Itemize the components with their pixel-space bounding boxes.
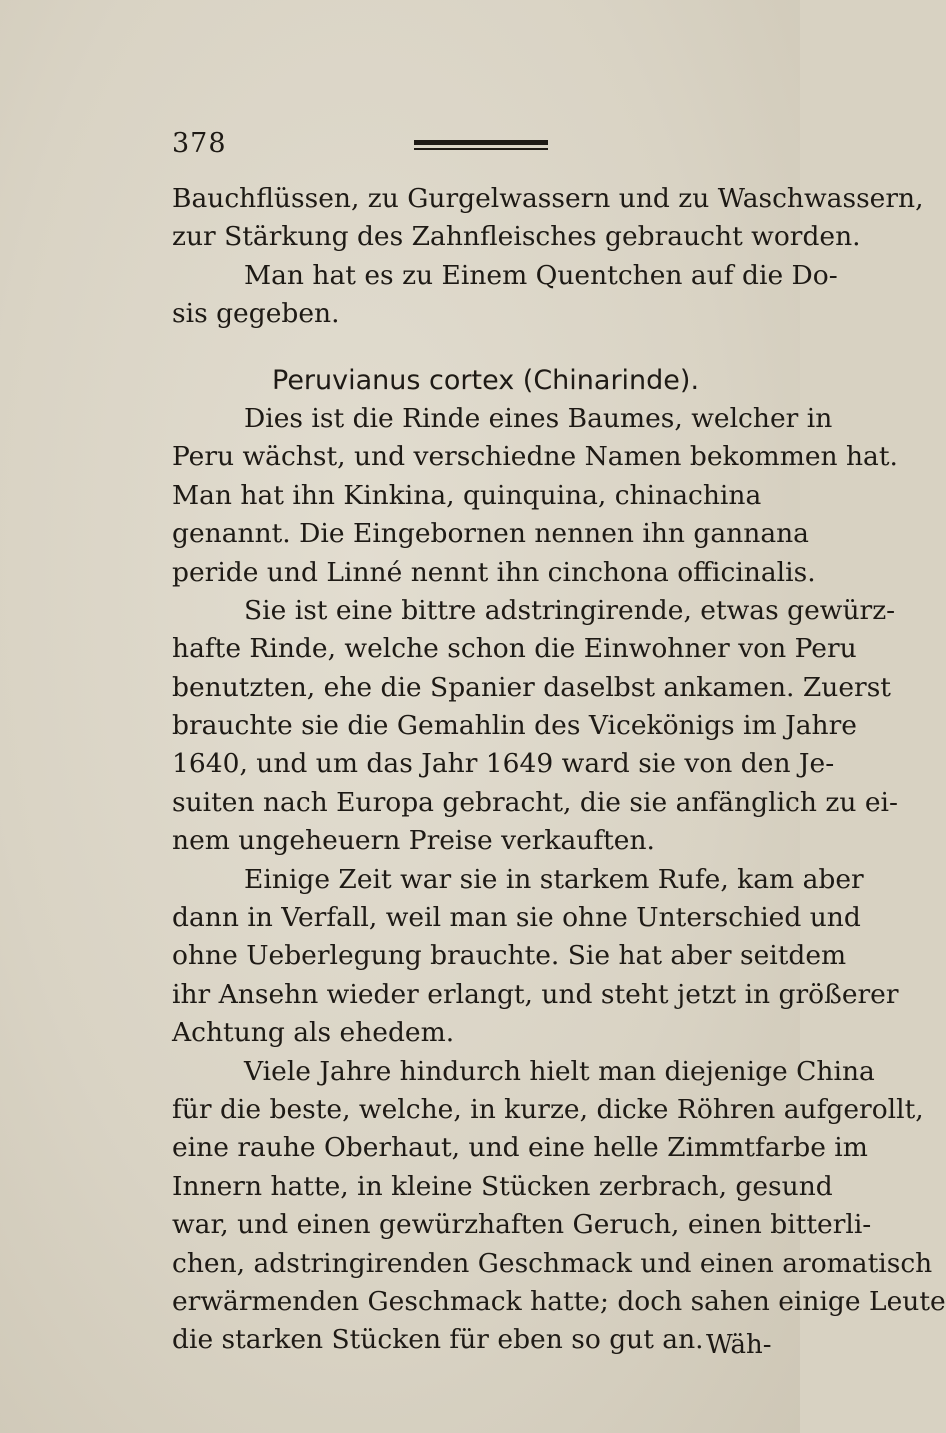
text-line: genannt. Die Eingebornen nennen ihn gannana	[172, 518, 809, 550]
text-line: eine rauhe Oberhaut, und eine helle Zimmtfarbe im	[172, 1132, 868, 1164]
text-line: suiten nach Europa gebracht, die sie anfänglich zu ei-	[172, 786, 898, 818]
text-line: Man hat ihn Kinkina, quinquina, chinachina	[172, 479, 762, 511]
catchword: Wäh-	[706, 1330, 772, 1360]
text-line: ihr Ansehn wieder erlangt, und steht jetzt in größerer	[172, 978, 899, 1010]
text-line: chen, adstringirenden Geschmack und einen aromatisch	[172, 1247, 933, 1279]
text-line: Bauchflüssen, zu Gurgelwassern und zu Waschwassern,	[172, 183, 924, 214]
text-line: benutzten, ehe die Spanier daselbst ankamen. Zuerst	[172, 671, 891, 703]
page-header	[172, 128, 772, 168]
text-line: für die beste, welche, in kurze, dicke Röhren aufgerollt,	[172, 1093, 924, 1125]
text-line: Einige Zeit war sie in starkem Rufe, kam aber	[244, 863, 864, 895]
body-text	[172, 180, 946, 1360]
text-line: 1640, und um das Jahr 1649 ward sie von den Je-	[172, 748, 835, 780]
text-line: brauchte sie die Gemahlin des Vicekönigs im Jahre	[172, 710, 857, 742]
header-rule-thin	[414, 148, 548, 150]
text-line: Innern hatte, in kleine Stücken zerbrach, gesund	[172, 1170, 833, 1202]
header-rule-thick	[414, 140, 548, 145]
text-line: Man hat es zu Einem Quentchen auf die Do-	[244, 259, 838, 291]
section-spacer	[172, 334, 778, 362]
text-line: sis gegeben.	[172, 298, 340, 330]
text-line: Achtung als ehedem.	[172, 1017, 455, 1049]
text-line: peride und Linné nennt ihn cinchona officinalis.	[172, 556, 816, 588]
page-number: 378	[172, 128, 227, 159]
section-heading: Peruvianus cortex (Chinarinde).	[272, 364, 700, 396]
text-line: Dies ist die Rinde eines Baumes, welcher in	[244, 402, 833, 434]
text-line: war, und einen gewürzhaften Geruch, einen bitterli-	[172, 1209, 872, 1241]
text-line: die starken Stücken für eben so gut an.	[172, 1324, 704, 1356]
text-line: nem ungeheuern Preise verkauften.	[172, 825, 655, 857]
text-line: dann in Verfall, weil man sie ohne Unterschied und	[172, 902, 861, 934]
text-line: Peru wächst, und verschiedne Namen bekommen hat.	[172, 441, 898, 473]
text-line: hafte Rinde, welche schon die Einwohner von Peru	[172, 633, 857, 665]
text-line: erwärmenden Geschmack hatte; doch sahen einige Leute	[172, 1285, 946, 1317]
text-line: zur Stärkung des Zahnfleisches gebraucht worden.	[172, 221, 861, 253]
text-line: Viele Jahre hindurch hielt man diejenige China	[244, 1055, 875, 1087]
text-line: Sie ist eine bittre adstringirende, etwas gewürz-	[244, 594, 896, 626]
text-line: ohne Ueberlegung brauchte. Sie hat aber seitdem	[172, 940, 847, 972]
